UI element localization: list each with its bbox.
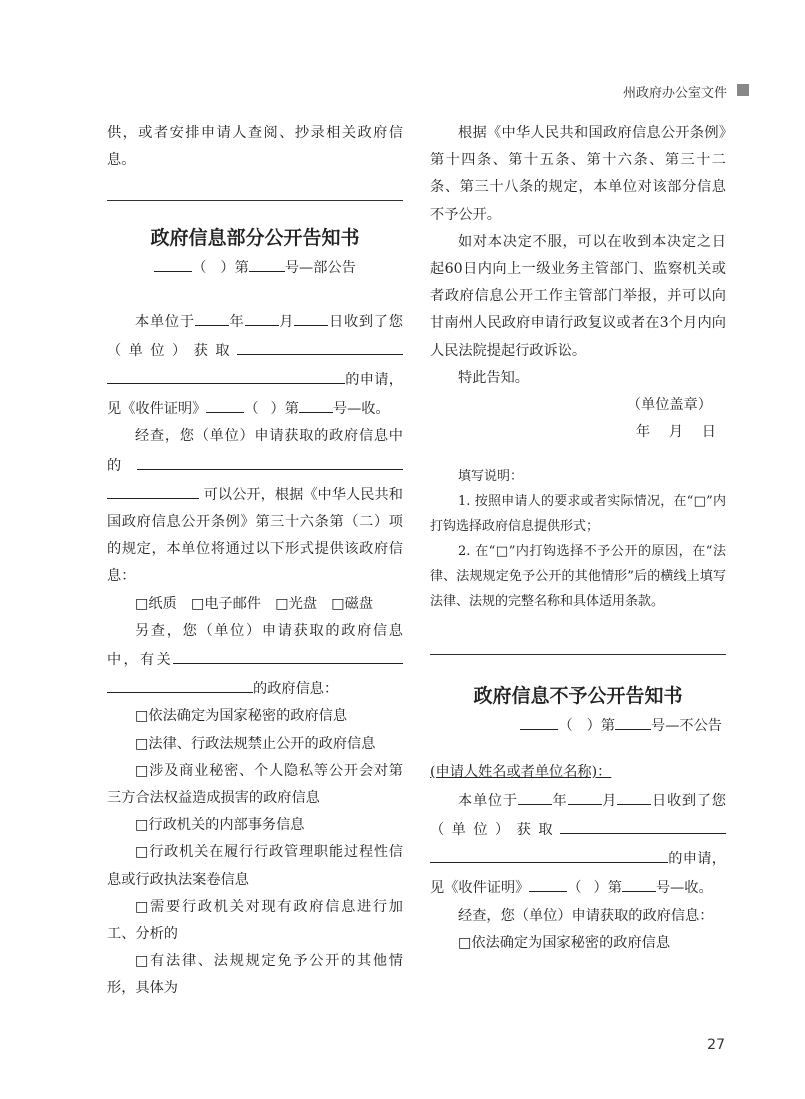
header-label: 州政府办公室文件 [622, 86, 727, 101]
notice-text: 特此告知。 [458, 369, 529, 386]
delivery-forms[interactable]: □纸质 □电子邮件 □光盘 □磁盘 [135, 595, 374, 612]
blank-field[interactable] [617, 786, 651, 805]
reason-item[interactable]: □行政机关的内部事务信息 [135, 817, 305, 834]
partial-disclosure-title: 政府信息部分公开告知书 [150, 227, 360, 250]
legal-basis-paragraph: 根据《中华人民共和国政府信息公开条例》第十四条、第十五条、第十六条、第三十二条、第三十八条的规定，本单位对该部分信息不予公开。 [430, 125, 726, 223]
date-text: 年 月 日 [636, 424, 716, 441]
reason-item[interactable]: □需要行政机关对现有政府信息进行加工、分析的 [107, 898, 403, 943]
continued-paragraph: 供，或者安排申请人查阅、抄录相关政府信息。 [107, 125, 403, 169]
blank-field[interactable] [529, 873, 567, 892]
blank-field[interactable] [245, 307, 279, 326]
blank-field[interactable] [568, 786, 602, 805]
blank-field[interactable] [560, 815, 726, 834]
review-paragraph: 经查，您（单位）申请获取的政府信息： [458, 907, 714, 924]
withheld-paragraph: 另查，您（单位）申请获取的政府信息中，有关的政府信息： [107, 622, 403, 698]
reason-item[interactable]: □涉及商业秘密、个人隐私等公开会对第三方合法权益造成损害的政府信息 [107, 762, 403, 807]
section-divider [430, 654, 726, 655]
blank-field[interactable] [107, 674, 253, 693]
reason-item[interactable]: □依法确定为国家秘密的政府信息 [135, 708, 348, 725]
partial-disclosure-ref: （ ）第 号—部公告 [107, 253, 403, 282]
blank-field[interactable] [622, 873, 656, 892]
receipt-paragraph: 本单位于 年 月 日收到了您（单位）获取的申请，见《收件证明》 （ ）第 号—收。 [430, 786, 726, 903]
addressee-field[interactable]: (申请人姓名或者单位名称)： [430, 763, 612, 780]
blank-field[interactable] [137, 451, 403, 470]
seal-text: （单位盖章） [626, 397, 712, 414]
blank-field[interactable] [107, 365, 345, 384]
right-column [430, 120, 726, 957]
notes-title: 填写说明： [458, 469, 524, 485]
blank-field[interactable] [520, 711, 558, 730]
blank-field[interactable] [299, 394, 333, 413]
blank-field[interactable] [107, 480, 199, 499]
blank-field[interactable] [518, 786, 552, 805]
blank-field[interactable] [249, 253, 285, 272]
note-item: 2. 在“□”内打钩选择不予公开的原因，在“法律、法规规定免予公开的其他情形”后的横线上填写法律、法规的完整名称和具体适用条款。 [430, 544, 726, 610]
section-divider [107, 200, 403, 201]
header-square-icon [737, 84, 749, 96]
appeal-paragraph: 如对本决定不服，可以在收到本决定之日起60日内向上一级业务主管部门、监察机关或者政府信息公开工作主管部门举报，并可以向甘南州人民政府申请行政复议或者在3个月内向人民法院提起行政诉讼。 [430, 233, 726, 359]
blank-field[interactable] [206, 394, 244, 413]
blank-field[interactable] [615, 711, 651, 730]
reason-item[interactable]: □有法律、法规规定免予公开的其他情形，具体为 [107, 953, 403, 997]
blank-field[interactable] [430, 844, 668, 863]
blank-field[interactable] [237, 336, 403, 355]
left-column [107, 120, 403, 1003]
blank-field[interactable] [173, 645, 403, 664]
receipt-paragraph: 本单位于 年 月 日收到了您（单位）获取的申请，见《收件证明》 （ ）第 号—收。 [107, 307, 403, 424]
refusal-ref: （ ）第 号—不公告 [430, 711, 726, 740]
refusal-title: 政府信息不予公开告知书 [473, 685, 683, 708]
note-item: 1. 按照申请人的要求或者实际情况，在“□”内打钩选择政府信息提供形式； [430, 494, 726, 535]
review-paragraph: 经查，您（单位）申请获取的政府信息中的 可以公开，根据《中华人民共和国政府信息公开条例》第三十六条第（二）项的规定，本单位将通过以下形式提供该政府信息： [107, 428, 403, 585]
reason-item[interactable]: □行政机关在履行行政管理职能过程性信息或行政执法案卷信息 [107, 844, 403, 888]
reason-item[interactable]: □法律、行政法规禁止公开的政府信息 [135, 735, 376, 752]
reason-item[interactable]: □依法确定为国家秘密的政府信息 [458, 934, 671, 951]
blank-field[interactable] [154, 253, 192, 272]
page-number: 27 [707, 1037, 725, 1053]
blank-field[interactable] [294, 307, 328, 326]
blank-field[interactable] [195, 307, 229, 326]
